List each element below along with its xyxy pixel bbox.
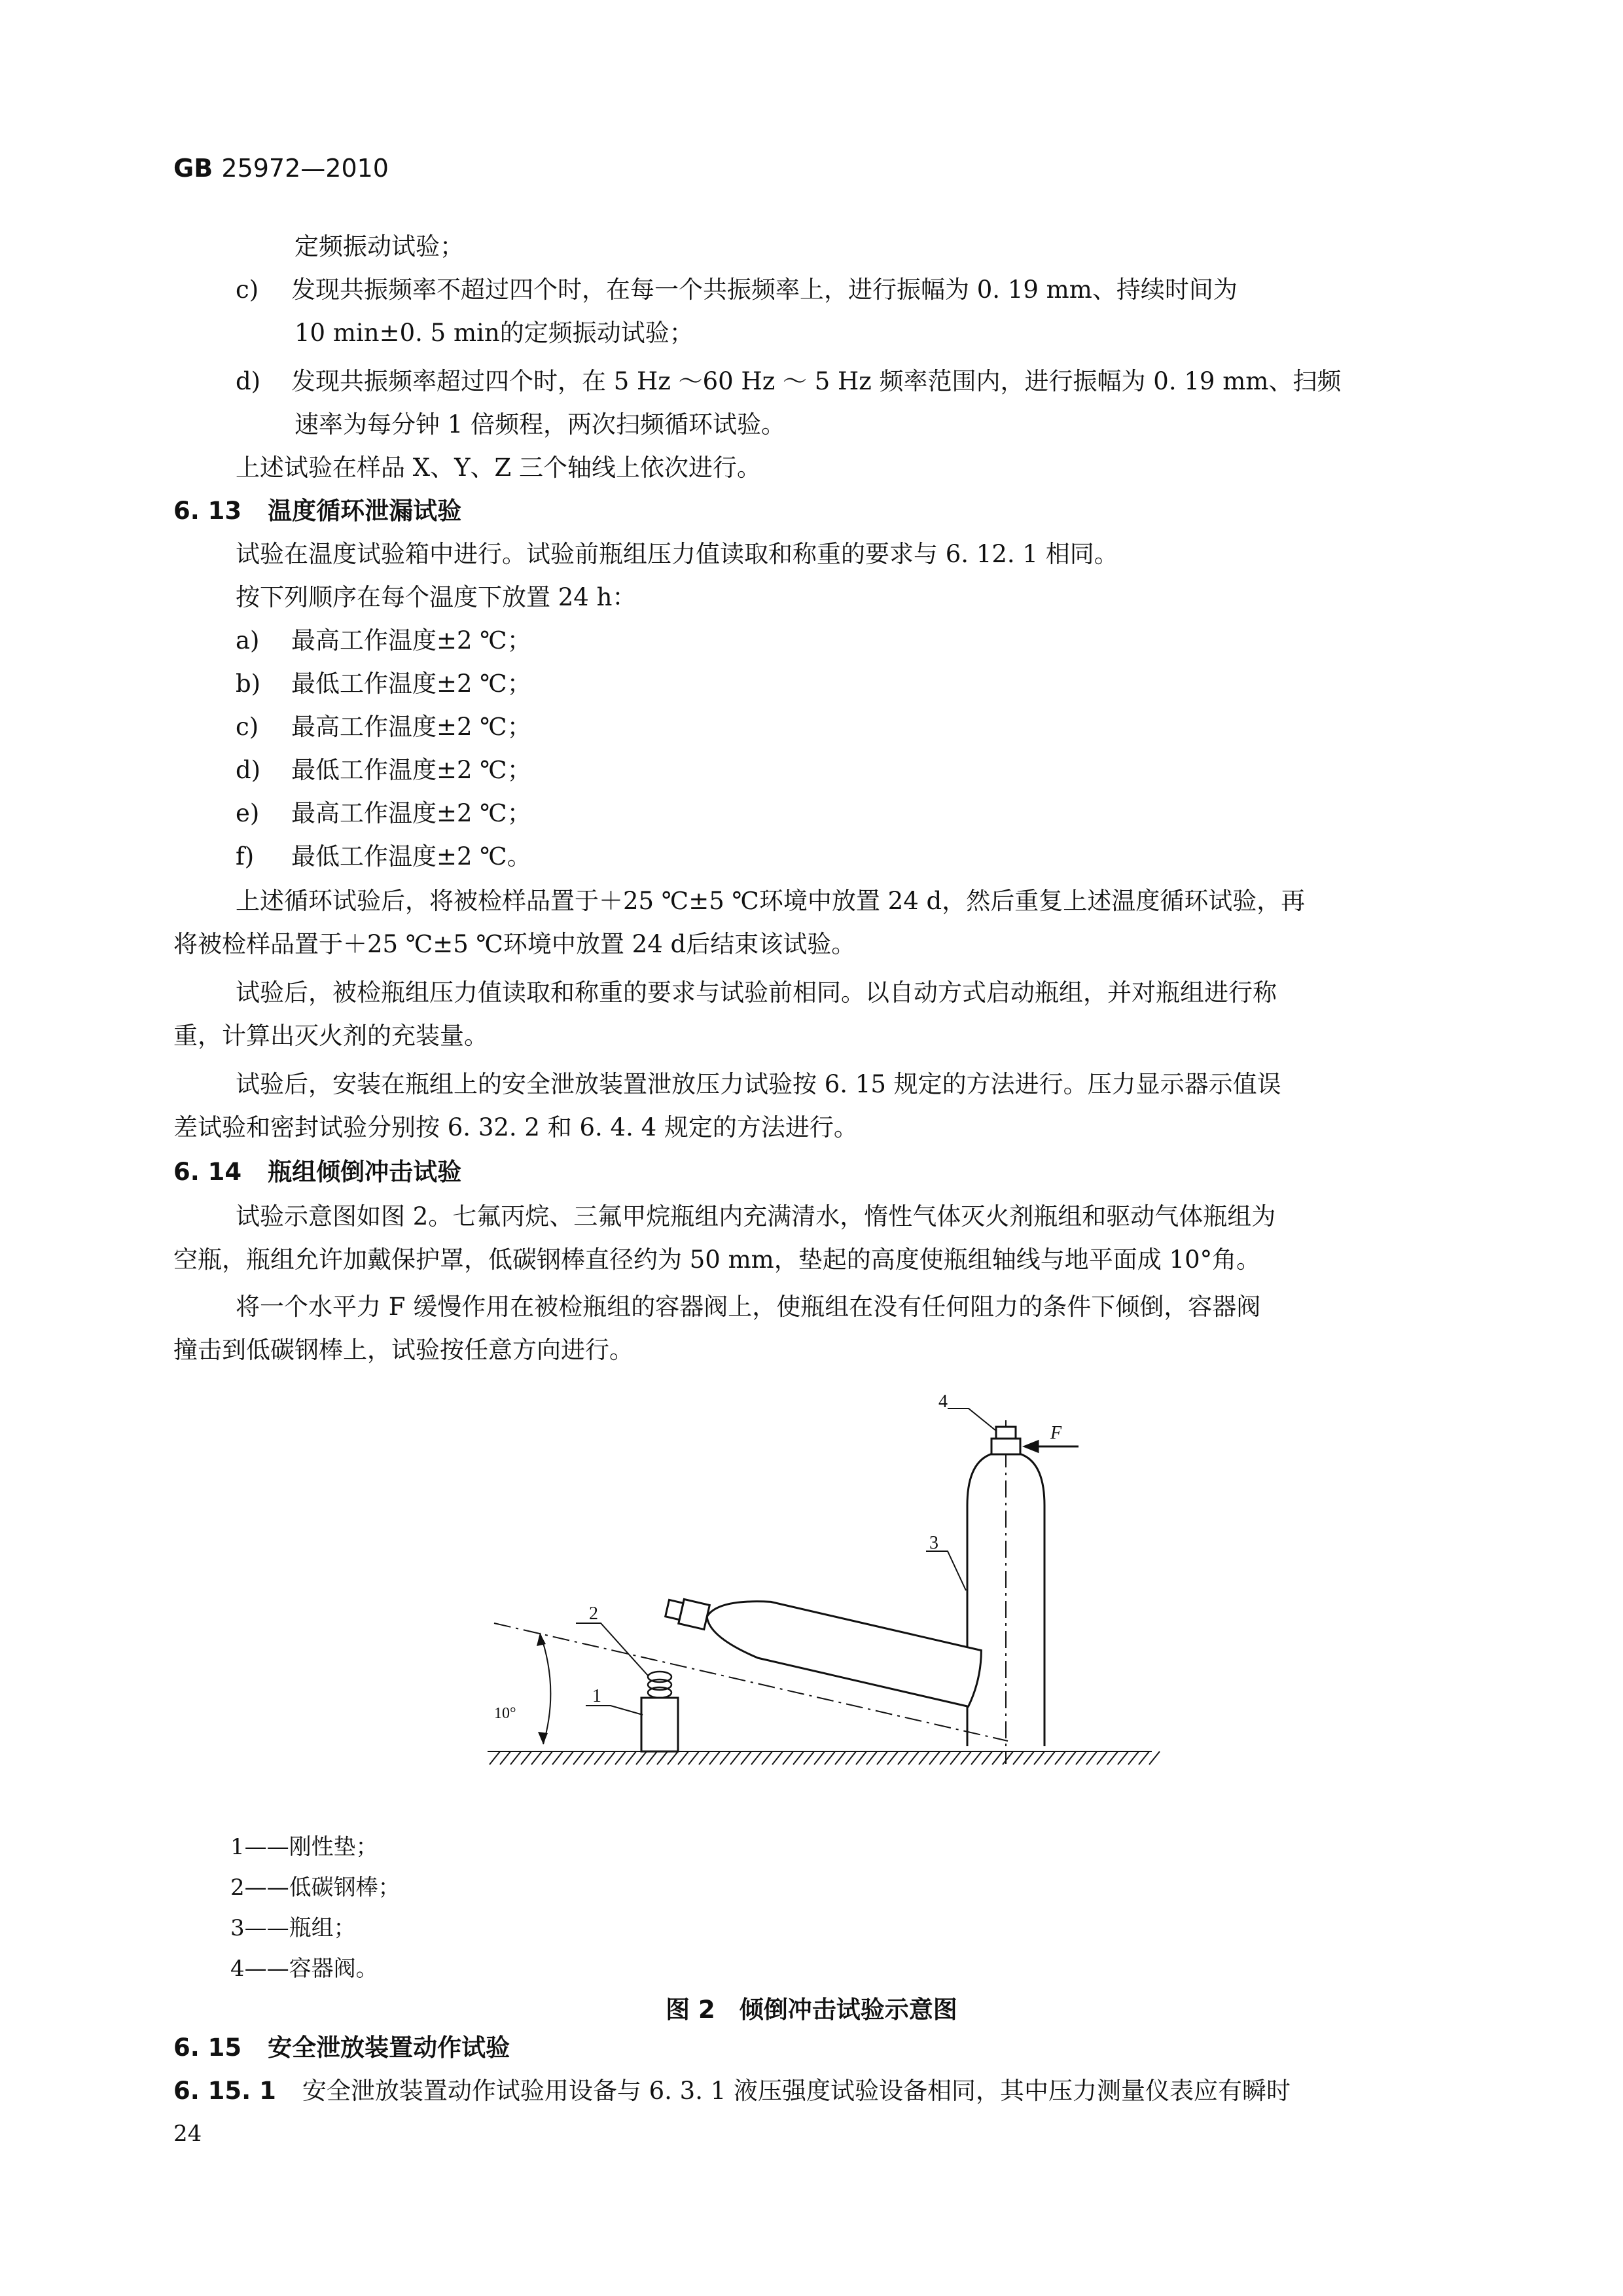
paragraph-line: 将被检样品置于＋25 ℃±5 ℃环境中放置 24 d后结束该试验。 xyxy=(173,930,856,958)
hatch-line xyxy=(1076,1751,1086,1765)
hatch-line xyxy=(919,1751,929,1765)
hatch-line xyxy=(741,1751,751,1765)
list-item-a xyxy=(236,624,531,657)
hatch-line xyxy=(542,1751,552,1765)
section-heading-6-14 xyxy=(173,1156,461,1189)
list-text: 最低工作温度±2 ℃； xyxy=(291,670,531,698)
hatch-line xyxy=(1024,1751,1034,1765)
hatch-line xyxy=(1128,1751,1139,1765)
list-item-e xyxy=(236,797,531,830)
section-number: 6. 15 xyxy=(173,2034,242,2062)
label-3: 3 xyxy=(929,1533,938,1553)
hatch-line xyxy=(1013,1751,1024,1765)
hatch-line xyxy=(856,1751,866,1765)
paragraph-line: 将一个水平力 F 缓慢作用在被检瓶组的容器阀上，使瓶组在没有任何阻力的条件下倾倒，容器阀 xyxy=(236,1293,1261,1321)
hatch-line xyxy=(793,1751,804,1765)
label-1: 1 xyxy=(592,1686,601,1706)
header-prefix: GB xyxy=(173,154,213,183)
hatch-line xyxy=(1065,1751,1076,1765)
hatch-line xyxy=(615,1751,626,1765)
hatch-line xyxy=(709,1751,720,1765)
hatch-line xyxy=(1107,1751,1118,1765)
hatch-line xyxy=(908,1751,919,1765)
list-label: e) xyxy=(236,799,260,827)
legend-item: 4——容器阀。 xyxy=(230,1956,378,1982)
hatch-line xyxy=(1055,1751,1065,1765)
list-text: 最高工作温度±2 ℃； xyxy=(291,626,531,655)
paragraph-line: 上述试验在样品 X、Y、Z 三个轴线上依次进行。 xyxy=(236,454,761,482)
hatch-line xyxy=(1118,1751,1128,1765)
hatch-line xyxy=(688,1751,699,1765)
hatch-line xyxy=(772,1751,783,1765)
text-line: 速率为每分钟 1 倍频程，两次扫频循环试验。 xyxy=(294,410,786,439)
hatch-line xyxy=(929,1751,940,1765)
tip-over-impact-diagram xyxy=(458,1388,1204,1793)
list-text: 最高工作温度±2 ℃； xyxy=(291,713,531,741)
label-2: 2 xyxy=(589,1604,598,1624)
hatch-line xyxy=(1034,1751,1044,1765)
hatch-line xyxy=(846,1751,856,1765)
hatch-line xyxy=(647,1751,657,1765)
list-label: d) xyxy=(236,756,261,784)
angle-arc xyxy=(540,1633,550,1744)
page-number: 24 xyxy=(173,2121,202,2147)
section-title: 温度循环泄漏试验 xyxy=(268,497,462,525)
list-text: 最高工作温度±2 ℃； xyxy=(291,799,531,827)
hatch-line xyxy=(636,1751,647,1765)
list-label: c) xyxy=(236,713,259,741)
list-label: d) xyxy=(236,367,261,395)
label-force: F xyxy=(1050,1423,1062,1443)
hatch-line xyxy=(1003,1751,1013,1765)
list-item-c xyxy=(236,274,1238,306)
section-heading-6-15 xyxy=(173,2032,510,2064)
list-text: 最低工作温度±2 ℃。 xyxy=(291,842,531,870)
section-number: 6. 13 xyxy=(173,497,242,525)
hatch-line xyxy=(510,1751,521,1765)
subsection-number: 6. 15. 1 xyxy=(173,2077,276,2105)
paragraph-line: 重，计算出灭火剂的充装量。 xyxy=(173,1022,488,1050)
section-number: 6. 14 xyxy=(173,1158,242,1186)
hatch-line xyxy=(877,1751,887,1765)
text-line: 定频振动试验； xyxy=(294,232,464,260)
paragraph-line: 试验示意图如图 2。七氟丙烷、三氟甲烷瓶组内充满清水，惰性气体灭火剂瓶组和驱动气体瓶组为 xyxy=(236,1202,1276,1230)
hatch-line xyxy=(961,1751,971,1765)
hatch-line xyxy=(626,1751,636,1765)
hatch-line xyxy=(605,1751,615,1765)
list-label: c) xyxy=(236,276,259,304)
hatch-line xyxy=(940,1751,950,1765)
section-title: 瓶组倾倒冲击试验 xyxy=(268,1158,462,1186)
hatch-line xyxy=(762,1751,772,1765)
paragraph-line: 试验在温度试验箱中进行。试验前瓶组压力值读取和称重的要求与 6. 12. 1 相同。 xyxy=(236,540,1118,568)
hatch-line xyxy=(814,1751,825,1765)
list-label: a) xyxy=(236,626,260,655)
paragraph-line: 差试验和密封试验分别按 6. 32. 2 和 6. 4. 4 规定的方法进行。 xyxy=(173,1113,858,1141)
paragraph-line: 空瓶，瓶组允许加戴保护罩，低碳钢棒直径约为 50 mm，垫起的高度使瓶组轴线与地平面成 10°角。 xyxy=(173,1246,1261,1274)
hatch-line xyxy=(804,1751,814,1765)
label-angle: 10° xyxy=(494,1705,516,1722)
hatch-line xyxy=(678,1751,688,1765)
hatch-line xyxy=(699,1751,709,1765)
hatch-line xyxy=(584,1751,594,1765)
hatch-line xyxy=(1139,1751,1149,1765)
paragraph-line: 按下列顺序在每个温度下放置 24 h： xyxy=(236,583,637,611)
document-header xyxy=(173,154,389,183)
paragraph-line: 上述循环试验后，将被检样品置于＋25 ℃±5 ℃环境中放置 24 d，然后重复上述温度循环试验，再 xyxy=(236,887,1306,915)
hatch-line xyxy=(500,1751,510,1765)
list-item-d xyxy=(236,754,531,787)
hatch-line xyxy=(992,1751,1003,1765)
hatch-line xyxy=(720,1751,730,1765)
list-text: 最低工作温度±2 ℃； xyxy=(291,756,531,784)
hatch-line xyxy=(835,1751,846,1765)
list-item-c xyxy=(236,711,531,744)
legend-item: 2——低碳钢棒； xyxy=(230,1874,401,1901)
text-line: 10 min±0. 5 min的定频振动试验； xyxy=(294,319,694,347)
hatch-line xyxy=(950,1751,961,1765)
hatch-line xyxy=(668,1751,678,1765)
label-4: 4 xyxy=(938,1391,948,1412)
hatch-line xyxy=(866,1751,877,1765)
list-item-b xyxy=(236,668,531,700)
hatch-line xyxy=(730,1751,741,1765)
header-number: 25972—2010 xyxy=(221,154,389,183)
tilted-bottle xyxy=(661,1579,984,1707)
subsection-text: 安全泄放装置动作试验用设备与 6. 3. 1 液压强度试验设备相同，其中压力测量仪表应有瞬时 xyxy=(302,2077,1291,2105)
hatch-line xyxy=(898,1751,908,1765)
list-label: f) xyxy=(236,842,255,870)
hatch-line xyxy=(825,1751,835,1765)
legend-item: 3——瓶组； xyxy=(230,1915,356,1941)
upright-valve xyxy=(991,1439,1020,1454)
list-text: 发现共振频率不超过四个时，在每一个共振频率上，进行振幅为 0. 19 mm、持续时间为 xyxy=(291,276,1238,304)
hatch-line xyxy=(971,1751,982,1765)
section-title: 安全泄放装置动作试验 xyxy=(268,2034,510,2062)
list-item-d xyxy=(236,365,1341,398)
hatch-line xyxy=(490,1751,500,1765)
subsection-6-15-1 xyxy=(173,2075,1291,2108)
hatch-line xyxy=(531,1751,542,1765)
hatch-line xyxy=(887,1751,898,1765)
list-label: b) xyxy=(236,670,261,698)
legend-item: 1——刚性垫； xyxy=(230,1834,378,1860)
rigid-pad xyxy=(641,1698,678,1751)
hatch-line xyxy=(1149,1751,1160,1765)
hatch-line xyxy=(783,1751,793,1765)
hatch-line xyxy=(982,1751,992,1765)
list-item-f xyxy=(236,840,531,873)
hatch-line xyxy=(552,1751,563,1765)
hatch-line xyxy=(1044,1751,1055,1765)
hatch-line xyxy=(751,1751,762,1765)
low-carbon-steel-rod xyxy=(648,1672,671,1698)
hatch-line xyxy=(1086,1751,1097,1765)
paragraph-line: 撞击到低碳钢棒上，试验按任意方向进行。 xyxy=(173,1336,633,1364)
hatch-line xyxy=(657,1751,668,1765)
hatch-line xyxy=(573,1751,584,1765)
figure-caption: 图 2 倾倒冲击试验示意图 xyxy=(666,1996,957,2024)
list-text: 发现共振频率超过四个时，在 5 Hz ～60 Hz ～ 5 Hz 频率范围内，进行振幅为 0. 19 mm、扫频 xyxy=(291,367,1342,395)
hatch-line xyxy=(521,1751,531,1765)
hatch-line xyxy=(1097,1751,1107,1765)
hatch-line xyxy=(594,1751,605,1765)
hatch-line xyxy=(563,1751,573,1765)
section-heading-6-13 xyxy=(173,495,461,528)
paragraph-line: 试验后，安装在瓶组上的安全泄放装置泄放压力试验按 6. 15 规定的方法进行。压力显示器示值误 xyxy=(236,1070,1281,1098)
paragraph-line: 试验后，被检瓶组压力值读取和称重的要求与试验前相同。以自动方式启动瓶组，并对瓶组进行称 xyxy=(236,978,1277,1007)
